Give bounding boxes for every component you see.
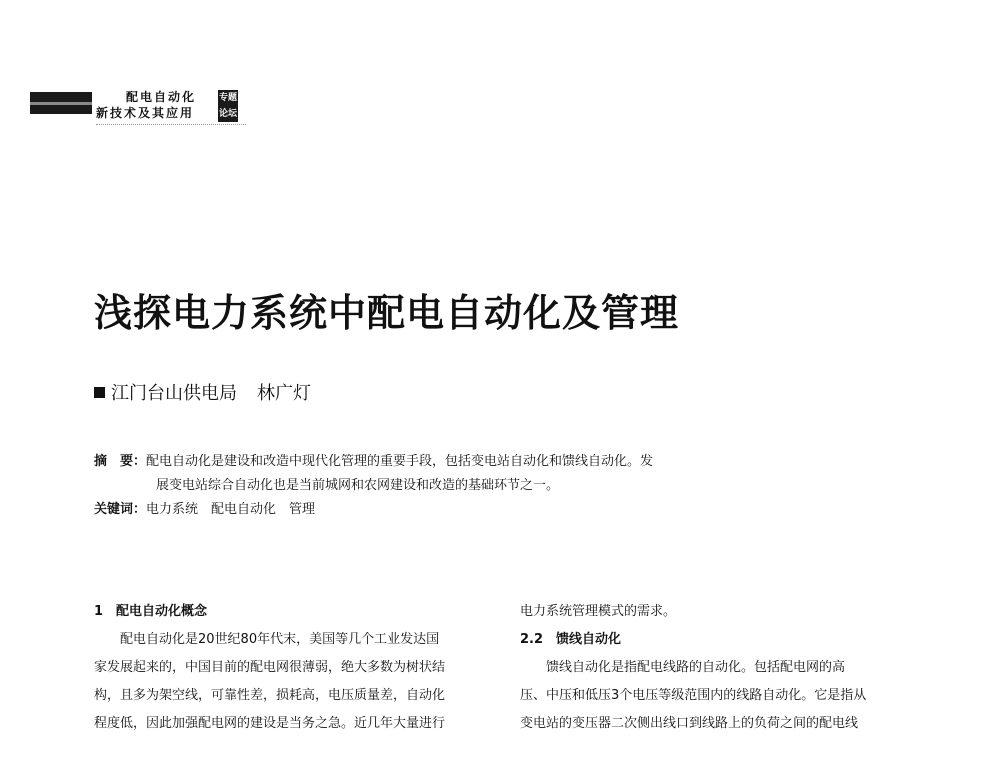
journal-header <box>30 88 270 140</box>
badge-bottom-text: 论坛 <box>218 108 237 119</box>
left-column <box>94 598 484 738</box>
paragraph-line: 压、中压和低压3个电压等级范围内的线路自动化。它是指从 <box>520 688 867 703</box>
paragraph-line: 馈线自动化是指配电线路的自动化。包括配电网的高 <box>546 660 846 675</box>
author-line <box>94 379 311 405</box>
author-org: 江门台山供电局 <box>111 383 237 404</box>
section-heading-1: 1 配电自动化概念 <box>94 604 208 619</box>
paragraph-line: 家发展起来的，中国目前的配电网很薄弱，绝大多数为树状结 <box>94 660 446 675</box>
keywords-text: 电力系统 配电自动化 管理 <box>146 502 316 517</box>
paragraph-line: 变电站的变压器二次侧出线口到线路上的负荷之间的配电线 <box>520 716 859 731</box>
section-heading-2-2: 2.2 馈线自动化 <box>520 632 622 647</box>
right-column <box>520 598 910 738</box>
badge-top-text: 专题 <box>218 92 237 103</box>
header-column-subtitle: 新技术及其应用 <box>96 106 195 120</box>
keywords-label: 关键词： <box>94 502 147 517</box>
abstract-label: 摘 要： <box>94 454 147 469</box>
abstract-line-1 <box>94 450 794 474</box>
abstract-block <box>94 450 794 522</box>
article-title: 浅探电力系统中配电自动化及管理 <box>94 290 680 335</box>
keywords-line <box>94 498 794 522</box>
author-name: 林广灯 <box>257 383 311 404</box>
header-badge <box>218 90 238 122</box>
paragraph-line: 电力系统管理模式的需求。 <box>520 604 677 619</box>
header-column-title: 配电自动化 <box>126 90 197 104</box>
header-decor-bar <box>30 92 92 114</box>
bullet-square-icon <box>94 387 105 398</box>
paragraph-line: 程度低，因此加强配电网的建设是当务之急。近几年大量进行 <box>94 716 446 731</box>
paragraph-line: 构，且多为架空线，可靠性差，损耗高，电压质量差，自动化 <box>94 688 446 703</box>
abstract-line-2: 展变电站综合自动化也是当前城网和农网建设和改造的基础环节之一。 <box>156 478 560 493</box>
paragraph-line: 配电自动化是20世纪80年代末，美国等几个工业发达国 <box>120 632 440 647</box>
header-divider <box>96 124 246 125</box>
abstract-text-1: 配电自动化是建设和改造中现代化管理的重要手段，包括变电站自动化和馈线自动化。发 <box>146 454 654 469</box>
